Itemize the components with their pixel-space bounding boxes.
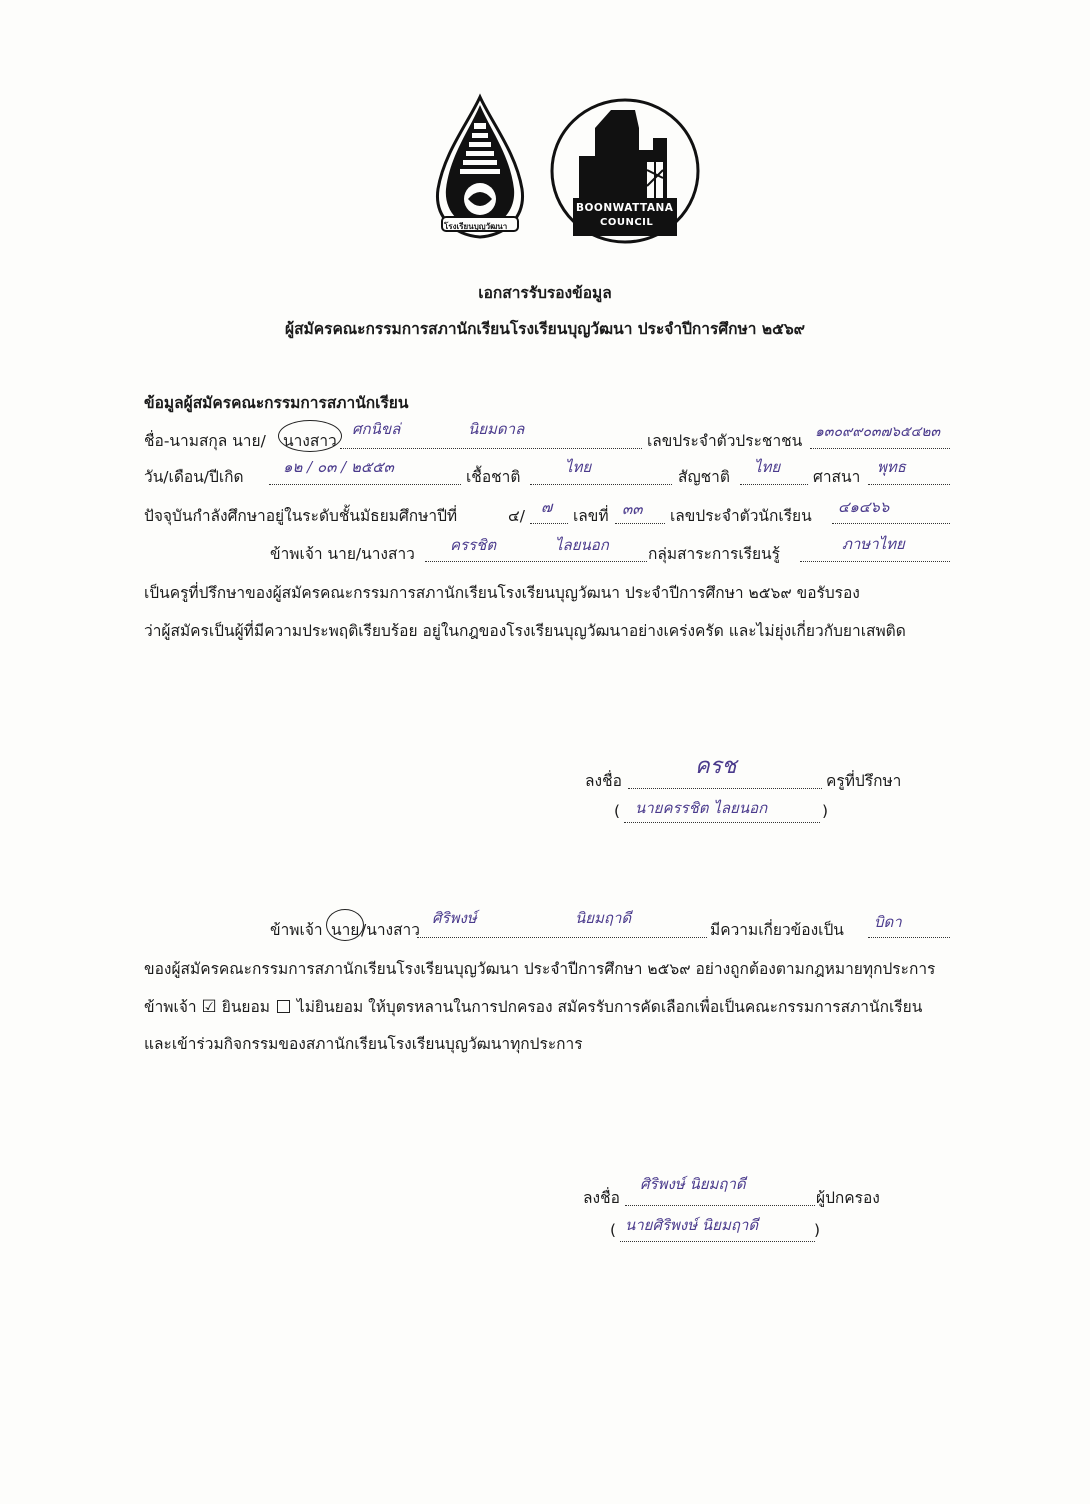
guardian-statement-prefix: ข้าพเจ้า: [144, 998, 197, 1016]
room-value: ๗: [541, 498, 553, 516]
guardian-statement-line3: และเข้าร่วมกิจกรรมของสภานักเรียนโรงเรียนบุญวัฒนาทุกประการ: [144, 1035, 583, 1053]
guardian-prefix-rest: /นางสาว: [361, 921, 420, 939]
subject-group-label: กลุ่มสาระการเรียนรู้: [648, 545, 780, 563]
teacher-last-name: ไลยนอก: [555, 536, 609, 554]
teacher-printed-name: นายครรชิต ไลยนอก: [635, 799, 768, 817]
grade-label: ปัจจุบันกำลังศึกษาอยู่ในระดับชั้นมัธยมศึกษาปีที่: [144, 507, 458, 525]
teacher-name-close-paren: ): [822, 802, 829, 820]
relationship-value: บิดา: [874, 913, 902, 931]
selection-circle: [278, 420, 342, 452]
council-logo-line2: COUNCIL: [600, 217, 654, 228]
national-id-label: เลขประจำตัวประชาชน: [647, 432, 803, 450]
council-logo-line1: BOONWATTANA: [576, 202, 674, 214]
guardian-role-label: ผู้ปกครอง: [816, 1189, 880, 1207]
guardian-signature: ศิริพงษ์ นิยมฤาดี: [640, 1175, 746, 1193]
relationship-label: มีความเกี่ยวข้องเป็น: [710, 921, 844, 939]
title-mr-circled: นาย: [331, 921, 360, 939]
guardian-statement-line2: [144, 994, 922, 1019]
student-no-value: ๓๓: [622, 500, 643, 518]
consent-label: ยินยอม: [221, 998, 271, 1016]
student-no-label: เลขที่: [573, 507, 609, 525]
teacher-signature: ครช: [695, 754, 737, 779]
title-miss-circled: นางสาว: [283, 432, 337, 450]
guardian-name-open-paren: (: [610, 1221, 617, 1239]
race-value: ไทย: [565, 458, 592, 476]
teacher-first-name: ครรชิต: [450, 536, 497, 554]
candidate-first-name: ศกนิขล่: [352, 420, 401, 438]
religion-value: พุทธ: [877, 458, 906, 476]
school-logo: [432, 93, 528, 241]
teacher-name-open-paren: (: [614, 802, 621, 820]
teacher-certify-line2: ว่าผู้สมัครเป็นผู้ที่มีความประพฤติเรียบร้อย อยู่ในกฎของโรงเรียนบุญวัฒนาอย่างเคร่งครัด และไม่ยุ่งเกี่ยวกับยาเสพติด: [144, 622, 906, 640]
guardian-first-name: ศิริพงษ์: [432, 909, 477, 927]
national-id-value: ๑๓๐๙๙๐๓๗๖๕๔๒๓: [815, 424, 941, 440]
teacher-sign-label: ลงชื่อ: [585, 772, 622, 790]
guardian-printed-name: นายศิริพงษ์ นิยมฤาดี: [625, 1216, 759, 1234]
document-title: เอกสารรับรองข้อมูล: [478, 284, 612, 302]
race-line: [530, 464, 672, 485]
student-id-label: เลขประจำตัวนักเรียน: [670, 507, 812, 525]
guardian-statement-line1: ของผู้สมัครคณะกรรมการสภานักเรียนโรงเรียนบุญวัฒนา ประจำปีการศึกษา ๒๕๖๙ อย่างถูกต้องตามกฎหมายทุกประการ: [144, 960, 936, 978]
no-consent-label: ไม่ยินยอม ให้บุตรหลานในการปกครอง สมัครรับการคัดเลือกเพื่อเป็นคณะกรรมการสภานักเรียน: [296, 998, 923, 1016]
guardian-sign-label: ลงชื่อ: [583, 1189, 620, 1207]
candidate-last-name: นิยมดาล: [468, 420, 525, 438]
name-prefix-label: ชื่อ-นามสกุล นาย/: [144, 432, 266, 450]
selection-circle: [326, 909, 364, 941]
guardian-last-name: นิยมฤาดี: [575, 909, 632, 927]
student-id-value: ๔๑๔๖๖: [838, 498, 890, 516]
section-heading: ข้อมูลผู้สมัครคณะกรรมการสภานักเรียน: [144, 394, 409, 412]
teacher-certify-line1: เป็นครูที่ปรึกษาของผู้สมัครคณะกรรมการสภานักเรียนโรงเรียนบุญวัฒนา ประจำปีการศึกษา ๒๕๖๙ ขอรับรอง: [144, 584, 860, 602]
dob-value: ๑๒ / ๐๓ / ๒๕๕๓: [283, 458, 394, 476]
school-logo-text: โรงเรียนบุญวัฒนา: [444, 222, 508, 231]
race-label: เชื้อชาติ: [466, 468, 521, 486]
teacher-prefix-label: ข้าพเจ้า นาย/นางสาว: [270, 545, 415, 563]
dob-label: วัน/เดือน/ปีเกิด: [144, 468, 244, 486]
consent-checkbox-checked[interactable]: ☑: [201, 997, 217, 1017]
document-subtitle: ผู้สมัครคณะกรรมการสภานักเรียนโรงเรียนบุญวัฒนา ประจำปีการศึกษา ๒๕๖๙: [284, 320, 806, 338]
guardian-prefix-label: ข้าพเจ้า: [270, 921, 323, 939]
grade-value: ๔/: [508, 507, 525, 525]
guardian-name-close-paren: ): [814, 1221, 821, 1239]
nationality-value: ไทย: [754, 458, 781, 476]
teacher-role-label: ครูที่ปรึกษา: [826, 772, 902, 790]
nationality-label: สัญชาติ: [678, 468, 730, 486]
subject-group-value: ภาษาไทย: [842, 535, 905, 553]
council-logo: [549, 98, 701, 244]
no-consent-checkbox[interactable]: [277, 1000, 290, 1013]
religion-label: ศาสนา: [813, 468, 861, 486]
